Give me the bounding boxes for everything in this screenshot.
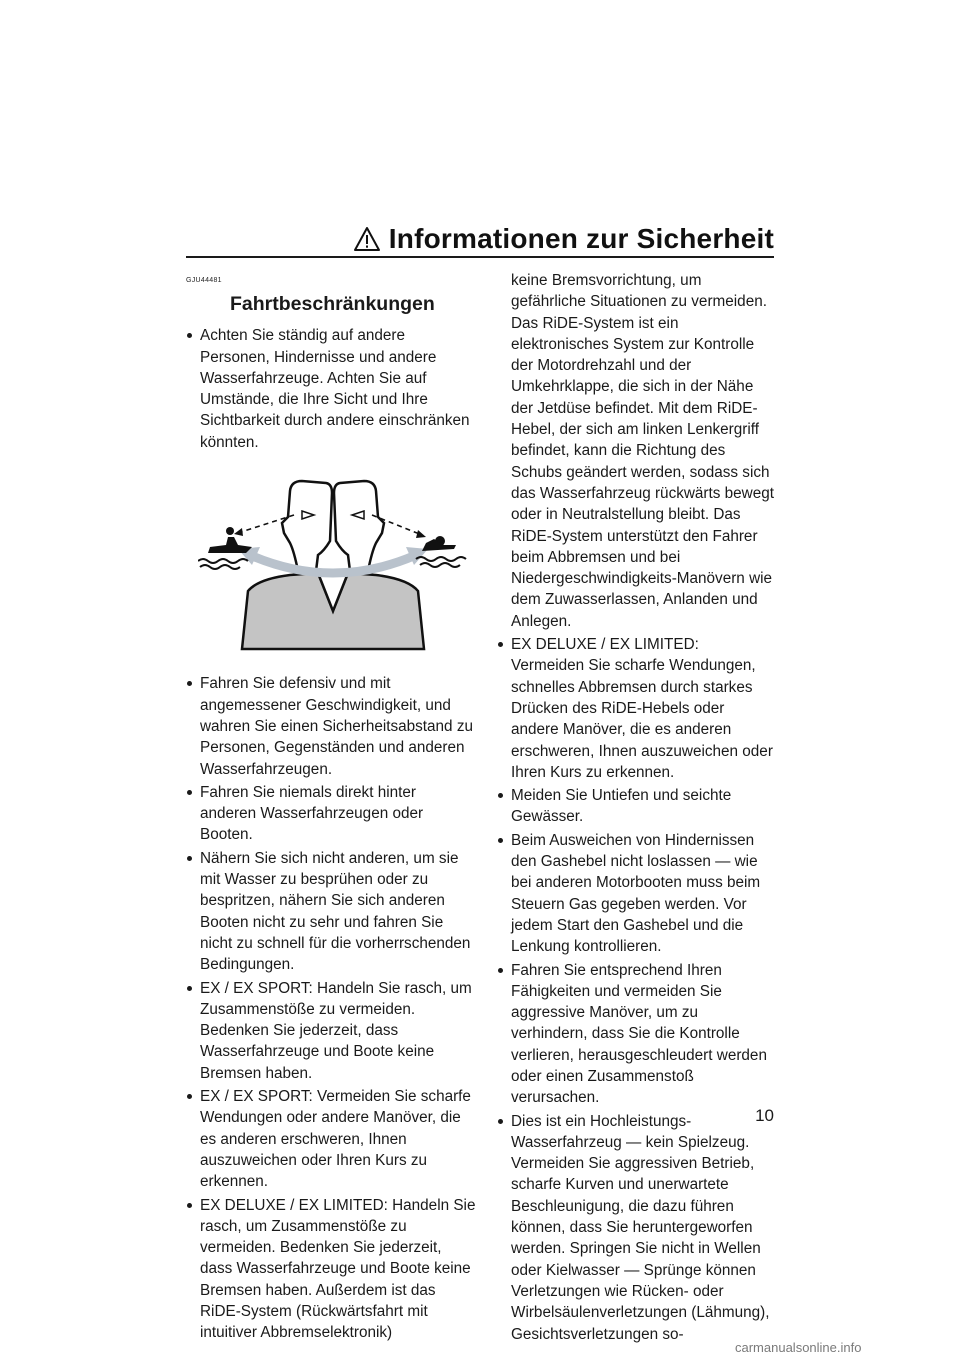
watermark[interactable]: carmanualsonline.info xyxy=(735,1340,862,1355)
list-item: Beim Ausweichen von Hindernissen den Gashebel nicht loslassen — wie bei anderen Motorbooten muss beim Steuern Gas gegeben werden. Vor jedem Start den Gashebel und die Lenkung kontrollieren. xyxy=(497,830,774,958)
list-item: EX / EX SPORT: Vermeiden Sie scharfe Wendungen oder andere Manöver, die es anderen erschweren, Ihnen auszuweichen oder Ihren Kurs zu erkennen. xyxy=(186,1086,476,1192)
page-number: 10 xyxy=(755,1106,774,1125)
section-title: Fahrtbeschränkungen xyxy=(230,293,435,316)
list-item: Fahren Sie entsprechend Ihren Fähigkeiten und vermeiden Sie aggressive Manöver, um zu verhindern, dass Sie die Kontrolle verlieren, herausgeschleudert werden oder einen Zusammenstoß verursachen. xyxy=(497,960,774,1109)
list-item: Nähern Sie sich nicht anderen, um sie mit Wasser zu besprühen oder zu bespritzen, nähern Sie sich anderen Booten nicht zu sehr und fahren Sie nicht zu schnell für die vorherrschenden Bedingungen. xyxy=(186,848,476,976)
left-column xyxy=(186,270,476,1346)
bullet-list-bottom xyxy=(186,673,476,1343)
list-item: EX / EX SPORT: Handeln Sie rasch, um Zusammenstöße zu vermeiden. Bedenken Sie jederzeit, dass Wasserfahrzeuge und Boote keine Bremsen haben. xyxy=(186,978,476,1084)
list-item: Fahren Sie niemals direkt hinter anderen Wasserfahrzeugen oder Booten. xyxy=(186,782,476,846)
list-item: Fahren Sie defensiv und mit angemessener Geschwindigkeit, und wahren Sie einen Sicherheitsabstand zu Personen, Gegenständen und anderen Wasserfahrzeugen. xyxy=(186,673,476,779)
section-code: GJU44481 xyxy=(186,277,222,284)
page-header xyxy=(186,222,774,258)
list-item: EX DELUXE / EX LIMITED: Handeln Sie rasch, um Zusammenstöße zu vermeiden. Bedenken Sie jederzeit, dass Wasserfahrzeuge und Boote keine Bremsen haben. Außerdem ist das RiDE-System (Rückwärtsfahrt mit intuitiver Abbremselektronik) xyxy=(186,1195,476,1344)
field-of-view-illustration xyxy=(198,471,468,651)
list-item: Dies ist ein Hochleistungs-Wasserfahrzeug — kein Spielzeug. Vermeiden Sie aggressiven Betrieb, scharfe Kurven und unerwartete Beschleunigung, die dazu führen können, dass Sie heruntergeworfen werden. Springen Sie nicht in Wellen oder Kielwasser — Sprünge können Verletzungen wie Rücken- oder Wirbelsäulenverletzungen (Lähmung), Gesichtsverletzungen so- xyxy=(497,1111,774,1345)
bullet-list-top xyxy=(186,325,476,453)
warning-triangle-icon xyxy=(353,226,381,252)
bullet-list-right xyxy=(497,634,774,1345)
continued-paragraph: keine Bremsvorrichtung, um gefährliche Situationen zu vermeiden. Das RiDE-System ist ein elektronisches System zur Kontrolle der Motordrehzahl und der Umkehrklappe, die sich in der Nähe der Jetdüse befindet. Mit dem RiDE-Hebel, der sich am linken Lenkergriff befindet, kann die Richtung des Schubs geändert werden, sodass sich das Wasserfahrzeug rückwärts bewegt oder in Neutralstellung bleibt. Das RiDE-System unterstützt den Fahrer beim Abbremsen und bei Niedergeschwindigkeits-Manövern wie dem Zuwasserlassen, Anlanden und Anlegen. xyxy=(511,272,774,630)
list-item: Achten Sie ständig auf andere Personen, Hindernisse und andere Wasserfahrzeuge. Achten Sie auf Umstände, die Ihre Sicht und Ihre Sichtbarkeit durch andere einschränken könnten. xyxy=(186,325,476,453)
list-item: EX DELUXE / EX LIMITED: Vermeiden Sie scharfe Wendungen, schnelles Abbremsen durch starkes Drücken des RiDE-Hebels oder andere Manöver, die es anderen erschweren, Ihnen auszuweichen oder Ihren Kurs zu erkennen. xyxy=(497,634,774,783)
right-column xyxy=(497,270,774,1347)
list-item: Meiden Sie Untiefen und seichte Gewässer. xyxy=(497,785,774,828)
page-title: Informationen zur Sicherheit xyxy=(388,223,774,254)
